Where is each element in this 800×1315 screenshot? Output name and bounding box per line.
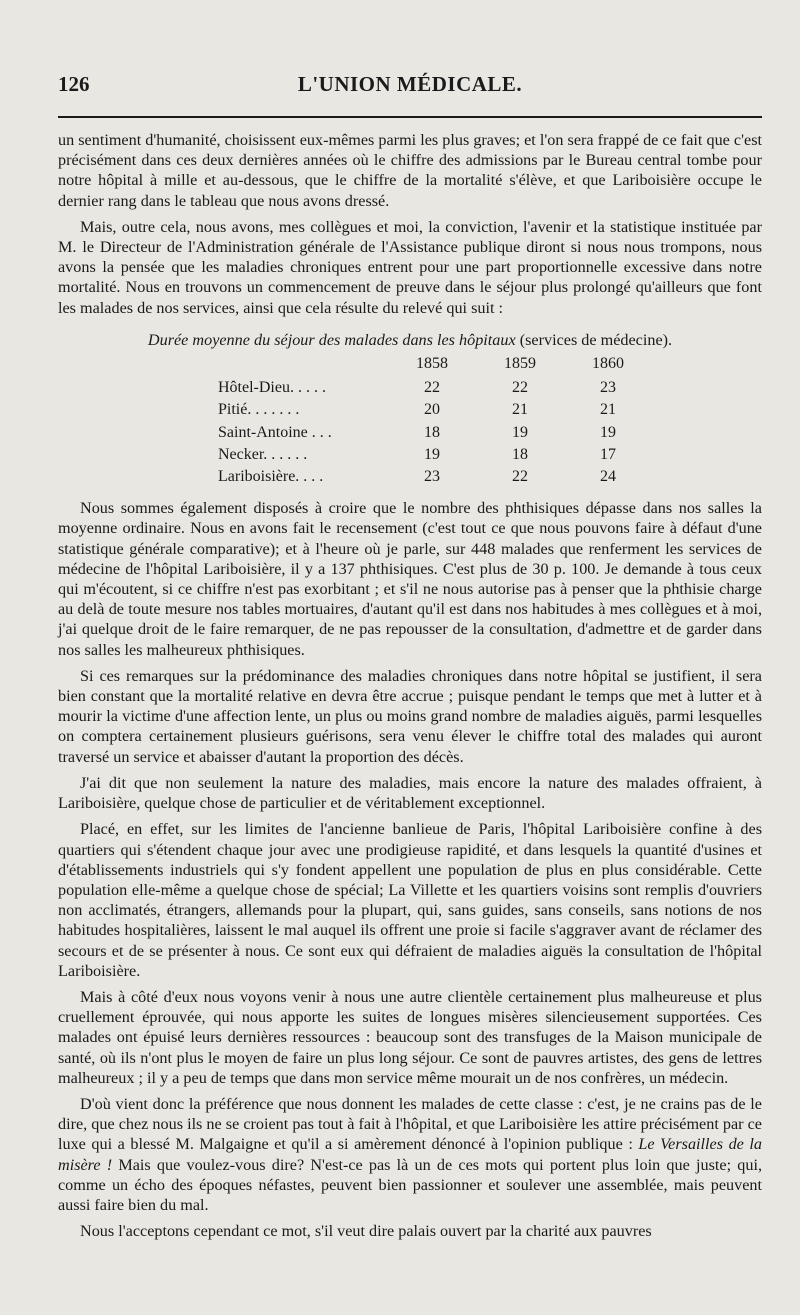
stay-value: 19 [424, 445, 440, 463]
table-caption-italic: Durée moyenne du séjour des malades dans les hôpitaux [147, 330, 516, 349]
stay-value: 23 [600, 379, 616, 397]
stay-value: 22 [512, 468, 528, 486]
table-header-row [218, 354, 652, 377]
paragraph: Mais, outre cela, nous avons, mes collègues et moi, la conviction, l'avenir et la statistique instituée par M. le Directeur de l'Administration générale de l'Assistance publique diront si nous nous trompons, nous avons la pensée que les maladies chroniques entrent pour une part proportionnelle excessive dans notre mortalité. Nous en trouvons un commencement de preuve dans le séjour plus prolongé qu'ailleurs que font les malades de nos services, ainsi que cela résulte du relevé qui suit : [58, 217, 762, 317]
paragraph: J'ai dit que non seulement la nature des maladies, mais encore la nature des malades offraient, à Lariboisière, quelque chose de particulier et de véritablement exceptionnel. [58, 773, 762, 813]
table-row [218, 444, 652, 466]
article-body [58, 130, 762, 1241]
page-header [58, 70, 762, 102]
paragraph: Placé, en effet, sur les limites de l'ancienne banlieue de Paris, l'hôpital Lariboisière confine à des quartiers qui s'étendent chaque jour avec une prodigieuse rapidité, et dans lesquels la quantité d'usines et d'établissements industriels qui s'y fondent appellent une population de plus en plus considérable. Cette population elle-même a quelque chose de spécial; La Villette et les quartiers voisins sont remplis d'ouvriers non acclimatés, étrangers, allemands pour la plupart, qui, sans guides, sans conseils, sans notions de nos habitudes hospitalières, laissent le mal auquel ils offrent une proie si facile s'aggraver avant de réclamer des secours et de se présenter à nous. Ce sont eux qui défraient de maladies aiguës la consultation de l'hôpital Lariboisière. [58, 820, 762, 980]
stay-value: 18 [512, 445, 528, 463]
hospital-name: Necker. . . . . . [218, 445, 308, 463]
table-row [218, 466, 652, 488]
hospital-name: Pitié. . . . . . . [218, 401, 300, 419]
paragraph [58, 1094, 762, 1215]
stay-value: 24 [600, 468, 616, 486]
running-title: L'UNION MÉDICALE. [297, 72, 523, 96]
table-caption [58, 330, 762, 350]
hospital-name: Lariboisière. . . . [218, 468, 324, 486]
stay-value: 22 [512, 379, 528, 397]
paragraph: Mais à côté d'eux nous voyons venir à nous une autre clientèle certainement plus malheureuse et plus cruellement éprouvée, qui nous apporte les suites de longues misères silencieusement supportées. Ces malades ont épuisé leurs dernières ressources : beaucoup sont des transfuges de la Maison municipale de santé, où ils n'ont plus le moyen de faire un plus long séjour. Ce sont de pauvres artistes, des gens de lettres malheureux ; il y a peu de temps que dans mon service même mourait un de nos confrères, un médecin. [58, 987, 762, 1087]
hospital-name: Hôtel-Dieu. . . . . [218, 379, 326, 397]
year-header: 1860 [592, 355, 624, 373]
stay-value: 20 [424, 401, 440, 419]
stay-value: 21 [600, 401, 616, 419]
stay-value: 18 [424, 423, 440, 441]
table-corner-cell [218, 354, 388, 377]
page-number: 126 [58, 72, 90, 96]
table-row [218, 377, 652, 399]
table-row [218, 399, 652, 421]
table-row [218, 422, 652, 444]
stay-value: 17 [600, 445, 616, 463]
stay-value: 23 [424, 468, 440, 486]
paragraph: un sentiment d'humanité, choisissent eux-mêmes parmi les plus graves; et l'on sera frappé de ce fait que c'est précisément dans ces deux dernières années où le chiffre des admissions par le Bureau central tombe pour notre hôpital à mille et au-dessous, que le chiffre de la mortalité s'élève, et que Lariboisière occupe le dernier rang dans le tableau que nous avons dressé. [58, 131, 762, 210]
header-rule [58, 116, 762, 118]
quoted-phrase: Le Versailles de la misère ! [58, 1135, 762, 1174]
paragraph: Nous sommes également disposés à croire que le nombre des phthisiques dépasse dans nos salles la moyenne ordinaire. Nous en avons fait le recensement (c'est tout ce que nous pouvons faire à défaut d'une statistique générale comparative); et à l'heure où je parle, sur 448 malades que renferment les services de médecine de l'hôpital Lariboisière, il y a 137 phthisiques. C'est plus de 30 p. 100. Je demande à tous ceux qui m'écoutent, si ce chiffre n'est pas exorbitant ; et s'il ne nous autorise pas à penser que la phthisie charge au delà de toute mesure nos tables mortuaires, d'autant qu'il est dans nos habitudes à mes collègues et à moi, j'ai quelque droit de le faire remarquer, de ne pas repousser de la consultation, d'admettre et de garder dans nos salles les malheureux phthisiques. [58, 499, 762, 659]
stay-value: 22 [424, 379, 440, 397]
length-of-stay-table [218, 354, 652, 488]
table-caption-rest: (services de médecine). [515, 330, 673, 349]
stay-value: 19 [600, 423, 616, 441]
stay-value: 21 [512, 401, 528, 419]
paragraph-text: D'où vient donc la préférence que nous donnent les malades de cette classe : c'est, je ne crains pas de le dire, que chez nous ils ne se croient pas tout à fait à l'hôpital, et que Lariboisière les attire précisément par ce luxe qui a blessé M. Malgaigne et qu'il a si amèrement dénoncé à l'opinion publique : [58, 1094, 762, 1154]
paragraph: Si ces remarques sur la prédominance des maladies chroniques dans notre hôpital se justifient, il sera bien constant que la mortalité relative en devra être accrue ; puisque pendant le temps que met à lutter et à mourir la victime d'une affection lente, un plus ou moins grand nombre de maladies aiguës, parmi lesquelles on comptera certainement plusieurs guérisons, sera venu élever le chiffre total des malades qui auront traversé un service et abaisser d'autant la proportion des décès. [58, 666, 762, 766]
stay-value: 19 [512, 423, 528, 441]
year-header: 1858 [416, 355, 448, 373]
paragraph-text: Mais que voulez-vous dire? N'est-ce pas là un de ces mots qui portent plus loin que juste; qui, comme un écho des époques néfastes, peuvent bien passionner et soulever une assemblée, mais peuvent aussi faire bien du mal. [58, 1155, 763, 1214]
hospital-name: Saint-Antoine . . . [218, 423, 332, 441]
year-header: 1859 [504, 355, 536, 373]
paragraph: Nous l'acceptons cependant ce mot, s'il veut dire palais ouvert par la charité aux pauvres [80, 1222, 652, 1241]
